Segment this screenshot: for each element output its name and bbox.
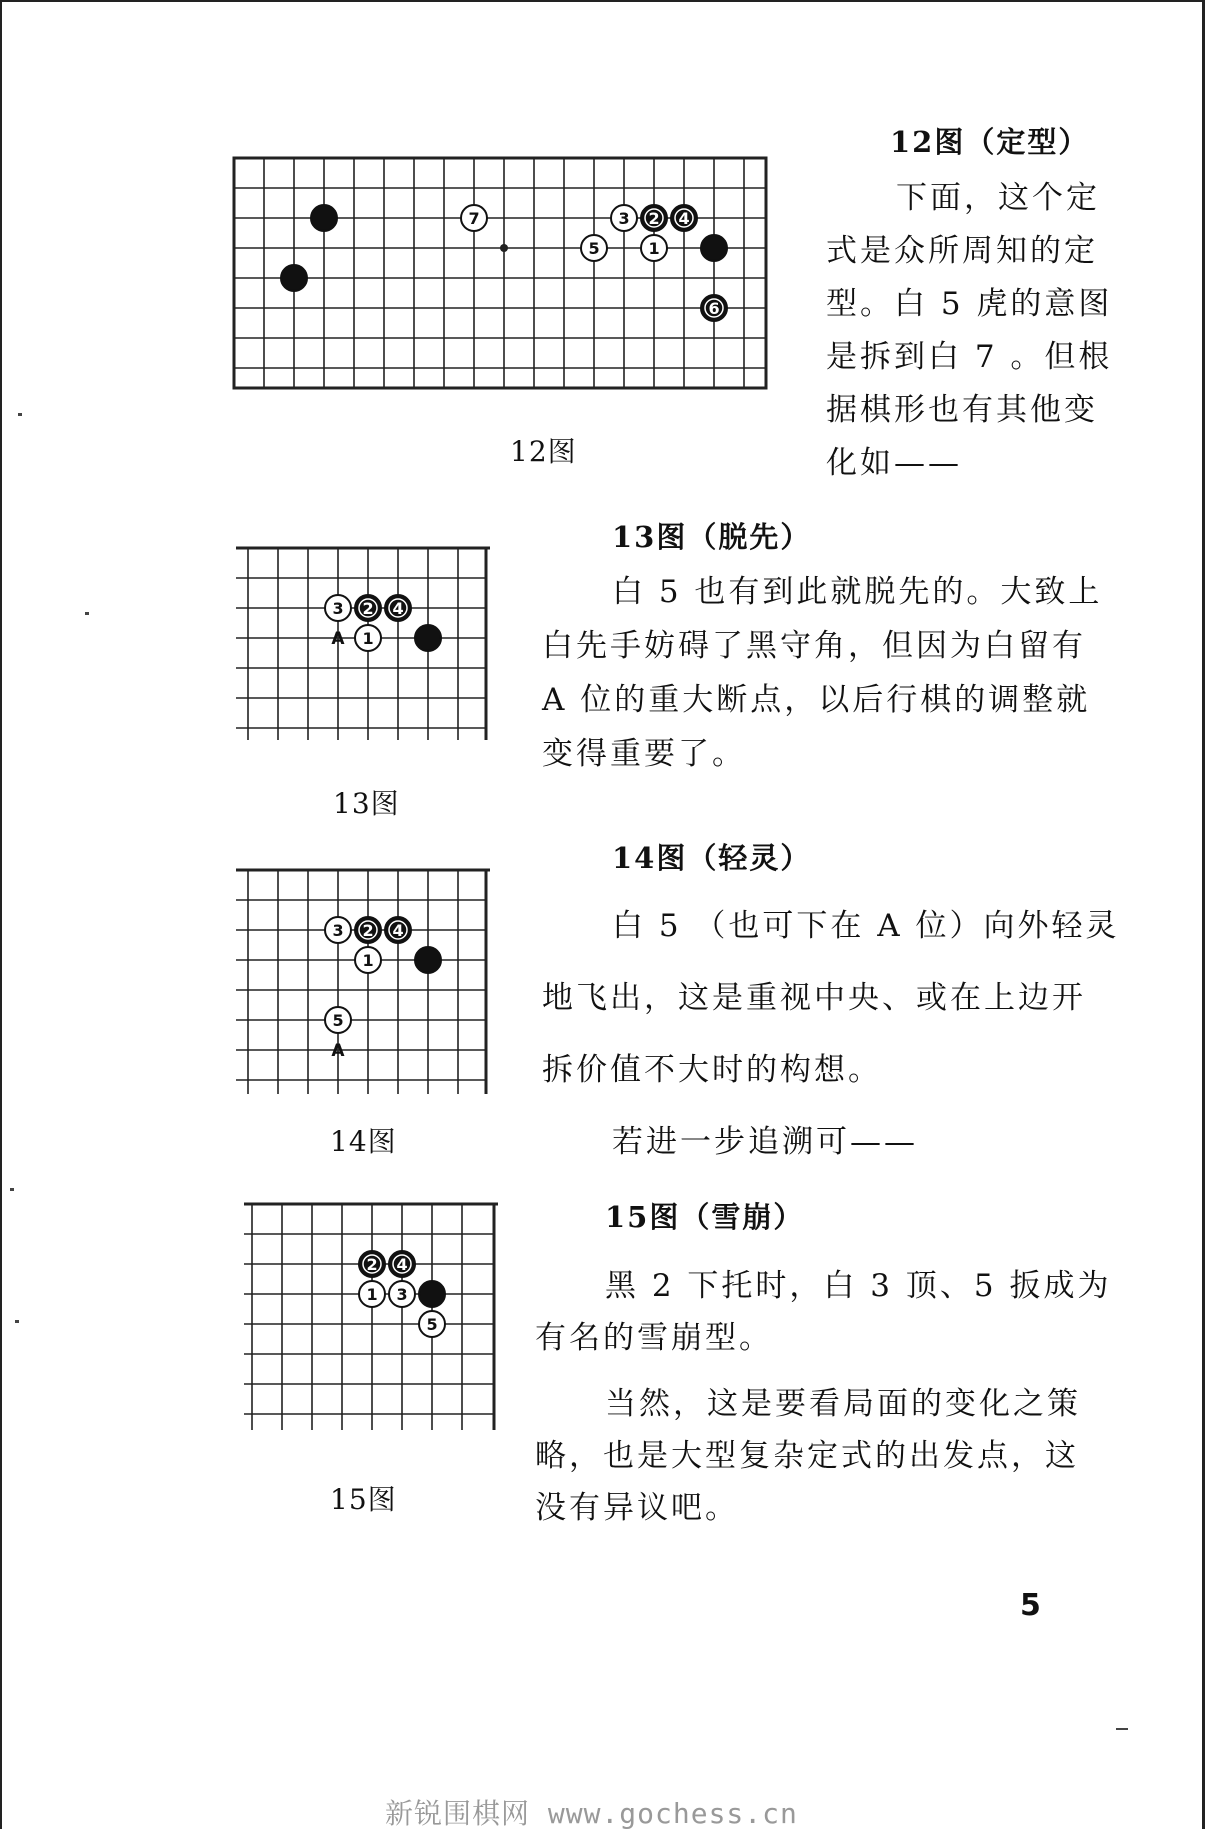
board-diagram-15 bbox=[240, 1200, 502, 1434]
text-line: 有名的雪崩型。 bbox=[535, 1320, 773, 1356]
point-marker-a: A bbox=[331, 629, 345, 649]
board-grid bbox=[236, 870, 490, 1094]
move-number: 1 bbox=[648, 239, 660, 258]
text-diagram-15 bbox=[535, 1260, 1145, 1534]
stone-10 bbox=[701, 295, 727, 321]
heading-diagram-13: 13图（脱先） bbox=[612, 520, 812, 554]
text-line: 式是众所周知的定 bbox=[826, 233, 1098, 269]
move-number: 4 bbox=[678, 209, 690, 228]
scan-speck bbox=[15, 1320, 19, 1323]
move-number: 5 bbox=[332, 1011, 344, 1030]
stone-1 bbox=[359, 1251, 385, 1277]
stone-6 bbox=[671, 205, 697, 231]
black-stone bbox=[311, 205, 337, 231]
scan-speck bbox=[18, 413, 22, 416]
move-number: 5 bbox=[588, 239, 600, 258]
move-number: 1 bbox=[362, 951, 374, 970]
stone-2 bbox=[355, 595, 381, 621]
stone-5 bbox=[415, 625, 441, 651]
stone-6 bbox=[325, 1007, 351, 1033]
stone-7 bbox=[581, 235, 607, 261]
star-point bbox=[500, 244, 508, 252]
black-stone bbox=[415, 947, 441, 973]
text-line: 略，也是大型复杂定式的出发点，这 bbox=[535, 1438, 1079, 1474]
text-line: 白 5 也有到此就脱先的。大致上 bbox=[612, 574, 1103, 610]
heading-diagram-15: 15图（雪崩） bbox=[605, 1200, 805, 1234]
black-stone bbox=[701, 235, 727, 261]
scan-speck bbox=[85, 612, 89, 615]
text-line: 是拆到白 7 。但根 bbox=[826, 339, 1113, 375]
text-diagram-13 bbox=[542, 565, 1142, 781]
move-number: 4 bbox=[396, 1255, 408, 1274]
move-number: 1 bbox=[366, 1285, 378, 1304]
move-number: 1 bbox=[362, 629, 374, 648]
board-diagram-14 bbox=[232, 866, 494, 1098]
text-line: 变得重要了。 bbox=[542, 736, 746, 772]
move-number: 5 bbox=[426, 1315, 438, 1334]
stone-3 bbox=[385, 595, 411, 621]
stone-3 bbox=[385, 917, 411, 943]
text-line: 白先手妨碍了黑守角，但因为白留有 bbox=[542, 628, 1086, 664]
text-line: 据棋形也有其他变 bbox=[826, 392, 1098, 428]
move-number: 2 bbox=[362, 921, 374, 940]
text-line: 白 5 （也可下在 A 位）向外轻灵 bbox=[612, 908, 1120, 944]
board-grid bbox=[244, 1204, 498, 1430]
move-number: 4 bbox=[392, 921, 404, 940]
stone-9 bbox=[701, 235, 727, 261]
stone-4 bbox=[355, 947, 381, 973]
stone-4 bbox=[611, 205, 637, 231]
text-line: A 位的重大断点，以后行棋的调整就 bbox=[542, 682, 1091, 718]
stone-3 bbox=[359, 1281, 385, 1307]
caption-diagram-12: 12图 bbox=[510, 435, 577, 468]
scan-speck bbox=[10, 1188, 14, 1191]
stone-2 bbox=[281, 265, 307, 291]
text-line: 若进一步追溯可—— bbox=[612, 1124, 918, 1160]
caption-diagram-15: 15图 bbox=[330, 1483, 397, 1516]
black-stone bbox=[281, 265, 307, 291]
text-line: 地飞出，这是重视中央、或在上边开 bbox=[542, 980, 1086, 1016]
board-grid bbox=[234, 158, 766, 388]
text-line: 化如—— bbox=[826, 445, 962, 481]
text-diagram-12 bbox=[826, 172, 1126, 490]
text-line: 下面，这个定 bbox=[896, 180, 1100, 216]
text-diagram-14 bbox=[542, 890, 1142, 1178]
stone-3 bbox=[461, 205, 487, 231]
move-number: 3 bbox=[396, 1285, 408, 1304]
point-marker-a: A bbox=[331, 1041, 345, 1061]
text-line: 拆价值不大时的构想。 bbox=[542, 1052, 882, 1088]
stone-5 bbox=[641, 205, 667, 231]
move-number: 3 bbox=[332, 921, 344, 940]
heading-diagram-14: 14图（轻灵） bbox=[612, 841, 812, 875]
board-diagram-13 bbox=[232, 544, 494, 744]
move-number: 3 bbox=[618, 209, 630, 228]
black-stone bbox=[419, 1281, 445, 1307]
move-number: 3 bbox=[332, 599, 344, 618]
move-number: 2 bbox=[362, 599, 374, 618]
caption-diagram-14: 14图 bbox=[330, 1125, 397, 1158]
move-number: 4 bbox=[392, 599, 404, 618]
stone-1 bbox=[325, 917, 351, 943]
move-number: 6 bbox=[708, 299, 720, 318]
move-number: 2 bbox=[366, 1255, 378, 1274]
text-line: 型。白 5 虎的意图 bbox=[826, 286, 1113, 322]
stone-8 bbox=[641, 235, 667, 261]
heading-diagram-12: 12图（定型） bbox=[890, 125, 1090, 159]
watermark: 新锐围棋网 www.gochess.cn bbox=[385, 1797, 798, 1830]
stone-5 bbox=[419, 1281, 445, 1307]
caption-diagram-13: 13图 bbox=[333, 787, 400, 820]
board-diagram-12 bbox=[228, 152, 773, 398]
stone-2 bbox=[355, 917, 381, 943]
stone-1 bbox=[311, 205, 337, 231]
text-line: 黑 2 下托时，白 3 顶、5 扳成为 bbox=[605, 1268, 1112, 1304]
page-number: 5 bbox=[1020, 1588, 1041, 1623]
move-number: 2 bbox=[648, 209, 660, 228]
text-line: 当然，这是要看局面的变化之策 bbox=[605, 1386, 1081, 1422]
scan-speck bbox=[1116, 1728, 1128, 1730]
stone-6 bbox=[419, 1311, 445, 1337]
stone-5 bbox=[415, 947, 441, 973]
black-stone bbox=[415, 625, 441, 651]
move-number: 7 bbox=[468, 209, 480, 228]
stone-4 bbox=[355, 625, 381, 651]
stone-2 bbox=[389, 1251, 415, 1277]
stone-1 bbox=[325, 595, 351, 621]
stone-4 bbox=[389, 1281, 415, 1307]
text-line: 没有异议吧。 bbox=[535, 1490, 739, 1526]
